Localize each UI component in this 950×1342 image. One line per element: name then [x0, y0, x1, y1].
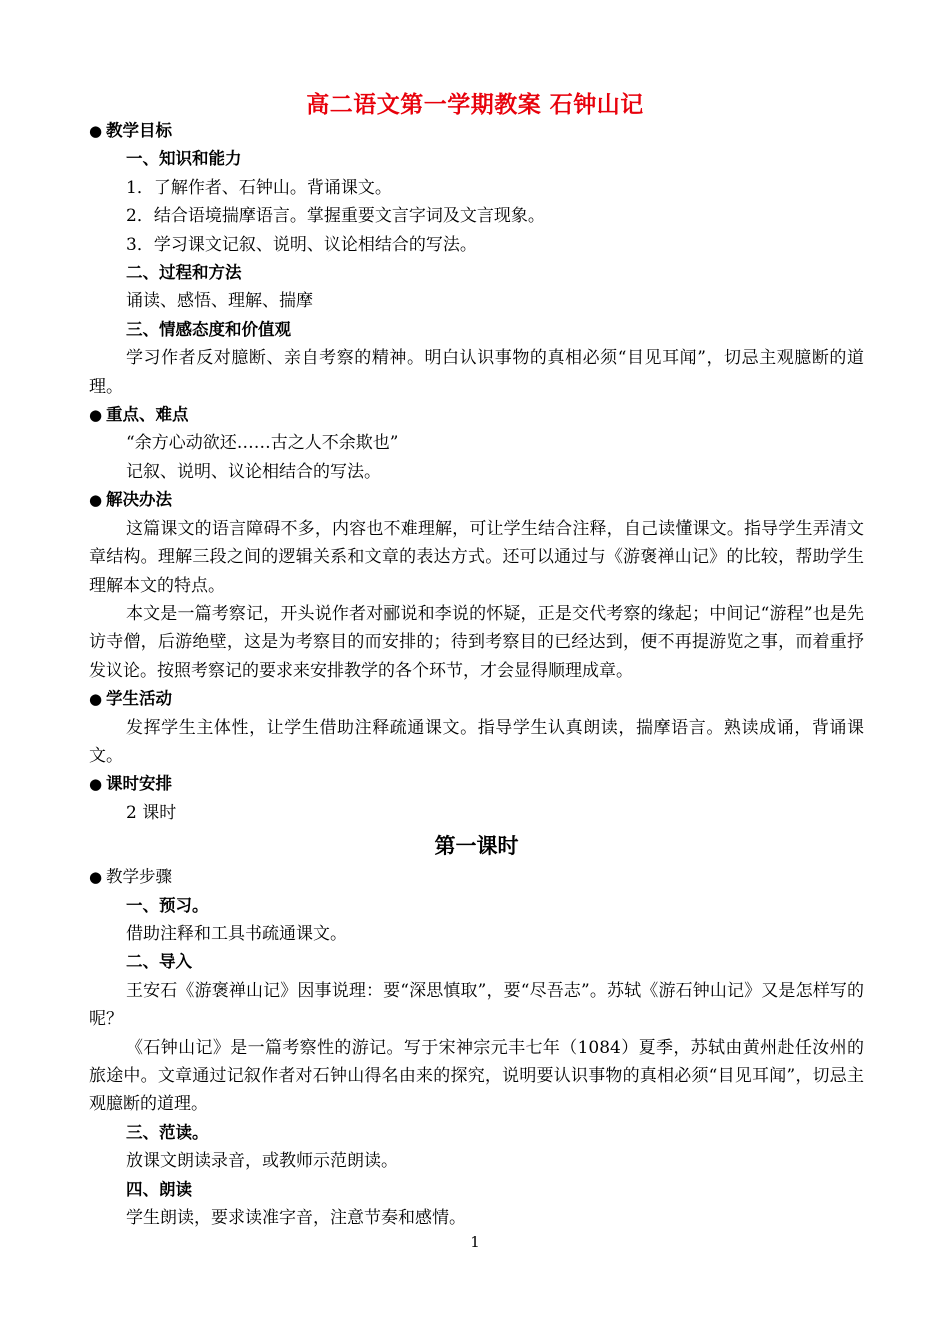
section-heading-activities: ● 学生活动	[89, 685, 864, 713]
step-heading-model-reading: 三、范读。	[126, 1122, 209, 1142]
paragraph: 放课文朗读录音，或教师示范朗读。	[126, 1151, 398, 1172]
paragraph: 2 课时	[126, 802, 177, 823]
bullet-icon: ●	[89, 122, 103, 140]
paragraph: 借助注释和工具书疏通课文。	[126, 923, 347, 944]
page-number: 1	[470, 1233, 480, 1251]
paragraph: “余方心动欲还……古之人不余欺也”	[126, 433, 399, 454]
list-item: 3．学习课文记叙、说明、议论相结合的写法。	[126, 234, 477, 255]
lesson-title: 第一课时	[434, 834, 519, 859]
step-heading-preview: 一、预习。	[126, 895, 209, 915]
bullet-icon: ●	[89, 406, 103, 425]
paragraph: 《石钟山记》是一篇考察性的游记。写于宋神宗元丰七年（1084）夏季，苏轼由黄州赴任汝州的旅途中。文章通过记叙作者对石钟山得名由来的探究，说明要认识事物的真相必须“目见耳闻”，切忌主观臆断的道理。	[89, 1037, 864, 1115]
document-title: 高二语文第一学期教案 石钟山记	[306, 92, 644, 118]
bullet-icon: ●	[89, 775, 103, 794]
paragraph: 发挥学生主体性，让学生借助注释疏通课文。指导学生认真朗读，揣摩语言。熟读成诵，背诵课文。	[89, 717, 864, 766]
subheading-attitude: 三、情感态度和价值观	[126, 319, 291, 339]
paragraph: 这篇课文的语言障碍不多，内容也不难理解，可让学生结合注释，自己读懂课文。指导学生弄清文章结构。理解三段之间的逻辑关系和文章的表达方式。还可以通过与《游褒禅山记》的比较，帮助学生理解本文的特点。	[89, 518, 864, 596]
list-item: 2．结合语境揣摩语言。掌握重要文言字词及文言现象。	[126, 206, 545, 227]
bullet-icon: ●	[89, 491, 103, 510]
section-heading-schedule: ● 课时安排	[89, 770, 864, 798]
bullet-icon: ●	[89, 868, 103, 887]
paragraph: 学习作者反对臆断、亲自考察的精神。明白认识事物的真相必须“目见耳闻”，切忌主观臆断的道理。	[89, 348, 864, 397]
subheading-process: 二、过程和方法	[126, 263, 242, 283]
section-heading-solutions: ● 解决办法	[89, 486, 864, 514]
section-heading-steps: ● 教学步骤	[89, 863, 864, 891]
step-heading-reading: 四、朗读	[126, 1179, 192, 1199]
list-item: 1．了解作者、石钟山。背诵课文。	[126, 177, 392, 198]
document-body	[89, 117, 864, 1232]
paragraph: 学生朗读，要求读准字音，注意节奏和感情。	[126, 1208, 466, 1229]
section-heading-goals: ● 教学目标	[89, 117, 864, 145]
paragraph: 王安石《游褒禅山记》因事说理：要“深思慎取”，要“尽吾志”。苏轼《游石钟山记》又是怎样写的呢？	[89, 980, 864, 1030]
paragraph: 本文是一篇考察记，开头说作者对郦说和李说的怀疑，正是交代考察的缘起；中间记“游程”也是先访寺僧，后游绝壁，这是为考察目的而安排的；待到考察目的已经达到，便不再提游览之事，而着重抒发议论。按照考察记的要求来安排教学的各个环节，才会显得顺理成章。	[89, 603, 864, 681]
subheading-knowledge: 一、知识和能力	[126, 149, 242, 169]
bullet-icon: ●	[89, 690, 103, 709]
paragraph: 记叙、说明、议论相结合的写法。	[126, 461, 381, 482]
step-heading-intro: 二、导入	[126, 952, 192, 972]
section-heading-key-points: ● 重点、难点	[89, 401, 864, 429]
paragraph: 诵读、感悟、理解、揣摩	[126, 291, 313, 312]
